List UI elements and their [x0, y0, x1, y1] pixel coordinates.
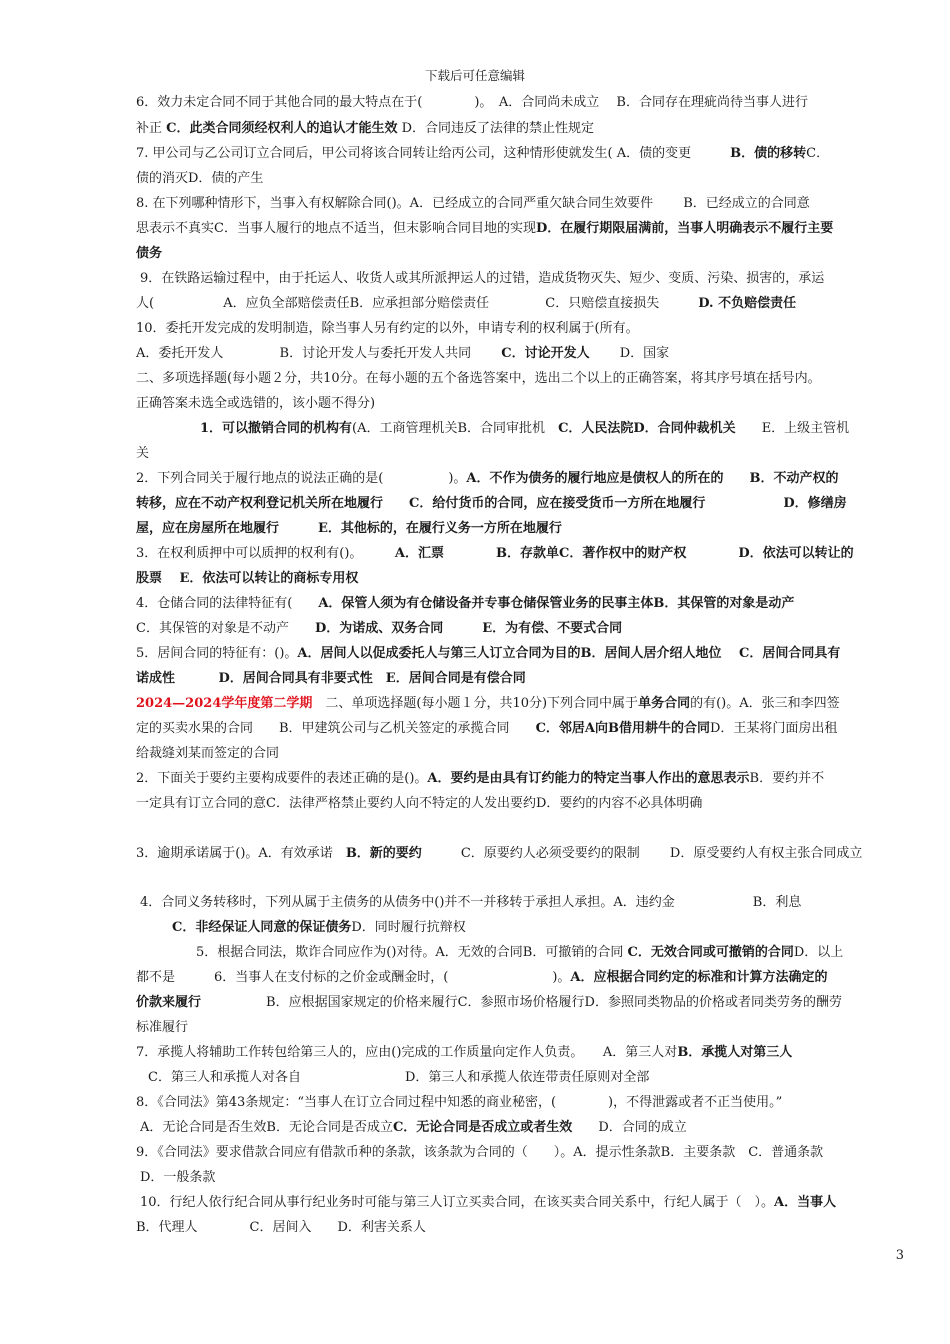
text-line: [140, 270, 824, 288]
text-line: [136, 345, 669, 363]
question-text: B．代理人 C．居间入 D．利害关系人: [136, 1220, 426, 1235]
text-line: [136, 220, 833, 238]
question-text: 5．居间合同的特征有：()。: [136, 646, 298, 661]
text-line: [136, 94, 808, 112]
text-line: [136, 795, 702, 813]
text-line: [140, 1169, 215, 1187]
question-text: 8．《合同法》第43条规定：“当事人在订立合同过程中知悉的商业秘密，( )，不得泄露或者不正当使用。”: [136, 1095, 783, 1110]
text-line: [148, 1069, 649, 1087]
answer-text: B．债的移转: [730, 146, 807, 161]
answer-text: C．无论合同是否成立或者生效: [392, 1120, 573, 1135]
answer-text: A．当事人: [774, 1195, 837, 1210]
text-line: [136, 845, 862, 863]
question-text: C．原要约人必须受要约的限制 D．原受要约人有权主张合同成立: [421, 846, 863, 861]
text-line: [136, 1144, 823, 1162]
question-text: 7．承揽人将辅助工作转包给第三人的，应由()完成的工作质量向定作人负责。 A．第三人对: [136, 1045, 678, 1060]
answer-text: A．应根据合同约定的标准和计算方法确定的: [570, 970, 828, 985]
text-line: [136, 170, 263, 188]
answer-text: C．此类合同须经权利人的追认才能生效: [166, 121, 398, 136]
answer-text: C．讨论开发人: [501, 346, 590, 361]
text-line: [196, 944, 843, 962]
question-text: 都不是 6．当事人在支付标的之价金或酬金时，( )。: [136, 970, 571, 985]
question-text: 二、单项选择题(每小题１分，共10分)下列合同中属于: [312, 696, 639, 711]
page-header: 下载后可任意编辑: [424, 68, 525, 83]
question-text: 9．在铁路运输过程中，由于托运人、收货人或其所派押运人的过错，造成货物灭失、短少、变质、污染、损害的，承运: [140, 271, 825, 286]
text-line: [136, 570, 358, 588]
text-line: [136, 645, 840, 663]
question-text: 10．行纪人依行纪合同从事行纪业务时可能与第三人订立买卖合同，在该买卖合同关系中，行纪人属于（ ）。: [140, 1195, 775, 1210]
question-text: 7. 甲公司与乙公司订立合同后，甲公司将该合同转让给丙公司，这种情形使就发生( A．债的变更: [136, 146, 731, 161]
question-text: 4．合同义务转移时，下列从属于主债务的从债务中()并不一并移转于承担人承担。A．违约金 B．利息: [140, 895, 802, 910]
text-line: [136, 770, 824, 788]
text-line: [136, 320, 639, 338]
text-line: [136, 994, 842, 1012]
question-text: 思表示不真实C．当事人履行的地点不适当，但末影响合同目地的实现: [136, 221, 536, 236]
question-text: E．上级主管机: [735, 421, 850, 436]
question-text: (A．工商管理机关B．合同审批机: [352, 421, 559, 436]
question-text: 关: [136, 446, 150, 461]
answer-text: D．为诺成、双务合同 E．为有偿、不要式合同: [314, 621, 623, 636]
question-text: 人( A．应负全部赔偿责任B．应承担部分赔偿责任 C．只赔偿直接损失: [136, 296, 699, 311]
answer-text: A．汇票 B．存款单C．著作权中的财产权 D．依法可以转让的: [394, 546, 854, 561]
text-line: [136, 370, 821, 388]
text-line: [136, 1044, 792, 1062]
answer-text: A．要约是由具有订约能力的特定当事人作出的意思表示: [427, 771, 750, 786]
question-text: 8. 在下列哪种情形下，当事入有权解除合同()。A．已经成立的合同严重欠缺合同生效要件 B．已经成立的合同意: [136, 196, 810, 211]
answer-text: C．邻居A向B借用耕牛的合同: [535, 721, 710, 736]
question-text: A．委托开发人 B．讨论开发人与委托开发人共同: [136, 346, 502, 361]
question-text: 3．在权利质押中可以质押的权利有()。: [136, 546, 395, 561]
answer-text: C．无效合同或可撤销的合同: [627, 945, 794, 960]
text-line: [136, 395, 375, 413]
text-line: [136, 1094, 782, 1112]
question-text: 正确答案未选全或选错的，该小题不得分): [136, 396, 376, 411]
answer-text: 股票 E．依法可以转让的商标专用权: [136, 571, 359, 586]
question-text: D．合同的成立: [572, 1120, 687, 1135]
text-line: [140, 894, 801, 912]
text-line: [136, 520, 562, 538]
text-line: [136, 245, 162, 263]
answer-text: 单务合同: [638, 696, 691, 711]
text-line: [136, 695, 840, 713]
question-text: 二、多项选择题(每小题２分，共10分。在每小题的五个备选答案中，选出二个以上的正确答案，将其序号填在括号内。: [136, 371, 821, 386]
text-line: [136, 295, 796, 313]
question-text: 定的买卖水果的合同 B．甲建筑公司与乙机关签定的承揽合同: [136, 721, 536, 736]
text-line: [136, 545, 854, 563]
answer-text: 转移，应在不动产权利登记机关所在地履行 C．给付货币的合同，应在接受货币一方所在地履行 D．修缮房: [136, 496, 847, 511]
answer-text: 诺成性 D．居间合同具有非要式性 E．居间合同是有偿合同: [136, 671, 526, 686]
question-text: A．无论合同是否生效B．无论合同是否成立: [140, 1120, 393, 1135]
question-text: C．: [806, 146, 830, 161]
question-text: 6．效力未定合同不同于其他合同的最大特点在于( )。 A．合同尚未成立 B．合同存在理疵尚待当事人进行: [136, 95, 808, 110]
question-text: B．要约并不: [749, 771, 825, 786]
answer-text: D．在履行期限届满前，当事人明确表示不履行主要: [535, 221, 834, 236]
question-text: 2．下列合同关于履行地点的说法正确的是( )。: [136, 471, 467, 486]
text-line: [136, 120, 594, 138]
question-text: D．合同违反了法律的禁止性规定: [397, 121, 595, 136]
question-text: 2．下面关于要约主要构成要件的表述正确的是()。: [136, 771, 428, 786]
answer-text: A．不作为债务的履行地应是债权人的所在的 B．不动产权的: [466, 471, 839, 486]
question-text: 3．逾期承诺属于()。A．有效承诺: [136, 846, 346, 861]
text-line: [136, 969, 828, 987]
question-text: 5．根据合同法，欺诈合同应作为()对待。A．无效的合同B．可撤销的合同: [196, 945, 628, 960]
answer-text: 债务: [136, 246, 163, 261]
question-text: 4．仓储合同的法律特征有(: [136, 596, 319, 611]
question-text: 标准履行: [136, 1020, 189, 1035]
answer-text: B．承揽人对第三人: [677, 1045, 793, 1060]
question-text: D．国家: [589, 346, 670, 361]
answer-text: A．居间人以促成委托人与第三人订立合同为目的B．居间人居介绍人地位 C．居间合同具有: [297, 646, 841, 661]
text-line: [136, 495, 847, 513]
text-line: [140, 1119, 687, 1137]
text-line: [136, 445, 149, 463]
question-text: 给裁缝刘某而签定的合同: [136, 746, 280, 761]
question-text: 一定具有订立合同的意C．法律严格禁止要约人向不特定的人发出要约D．要约的内容不必具体明确: [136, 796, 703, 811]
text-line: [136, 195, 810, 213]
question-text: C．其保管的对象是不动产: [136, 621, 315, 636]
answer-text: 屋，应在房屋所在地履行 E．其他标的，在履行义务一方所在地履行: [136, 521, 562, 536]
answer-text: 1．可以撤销合同的机构有: [200, 421, 353, 436]
answer-text: A．保管人须为有仓储设备并专事仓储保管业务的民事主体B．其保管的对象是动产: [318, 596, 795, 611]
text-line: [200, 420, 849, 438]
text-line: [136, 720, 837, 738]
question-text: C．第三人和承揽人对各自 D．第三人和承揽人依连带责任原则对全部: [148, 1070, 650, 1085]
answer-text: C．人民法院D．合同仲裁机关: [558, 421, 736, 436]
question-text: B．应根据国家规定的价格来履行C．参照市场价格履行D．参照同类物品的价格或者同类劳务的酬劳: [201, 995, 842, 1010]
question-text: D．以上: [793, 945, 844, 960]
text-line: [136, 470, 839, 488]
text-line: [136, 1019, 188, 1037]
text-line: [136, 145, 829, 163]
section-heading: 2024—2024学年度第二学期: [136, 696, 313, 711]
answer-text: 价款来履行: [136, 995, 202, 1010]
text-line: [140, 1194, 836, 1212]
page-number: 3: [895, 1248, 904, 1263]
answer-text: B．新的要约: [345, 846, 422, 861]
question-text: 补正: [136, 121, 167, 136]
text-line: [136, 595, 794, 613]
question-text: 的有()。A．张三和李四签: [690, 696, 840, 711]
question-text: 10．委托开发完成的发明制造，除当事人另有约定的以外，申请专利的权利属于(所有。: [136, 321, 639, 336]
text-line: [172, 919, 466, 937]
question-text: D．王某将门面房出租: [709, 721, 838, 736]
text-line: [136, 620, 622, 638]
text-line: [136, 670, 526, 688]
text-line: [136, 1219, 426, 1237]
question-text: D．一般条款: [140, 1170, 216, 1185]
question-text: D．同时履行抗辩权: [351, 920, 466, 935]
question-text: 9．《合同法》要求借款合同应有借款币种的条款，该条款为合同的（ ）。A．提示性条款B．主要条款 C．普通条款: [136, 1145, 824, 1160]
question-text: 债的消灭D．债的产生: [136, 171, 264, 186]
answer-text: C．非经保证人同意的保证债务: [172, 920, 352, 935]
answer-text: D. 不负赔偿责任: [698, 296, 797, 311]
text-line: [136, 745, 279, 763]
